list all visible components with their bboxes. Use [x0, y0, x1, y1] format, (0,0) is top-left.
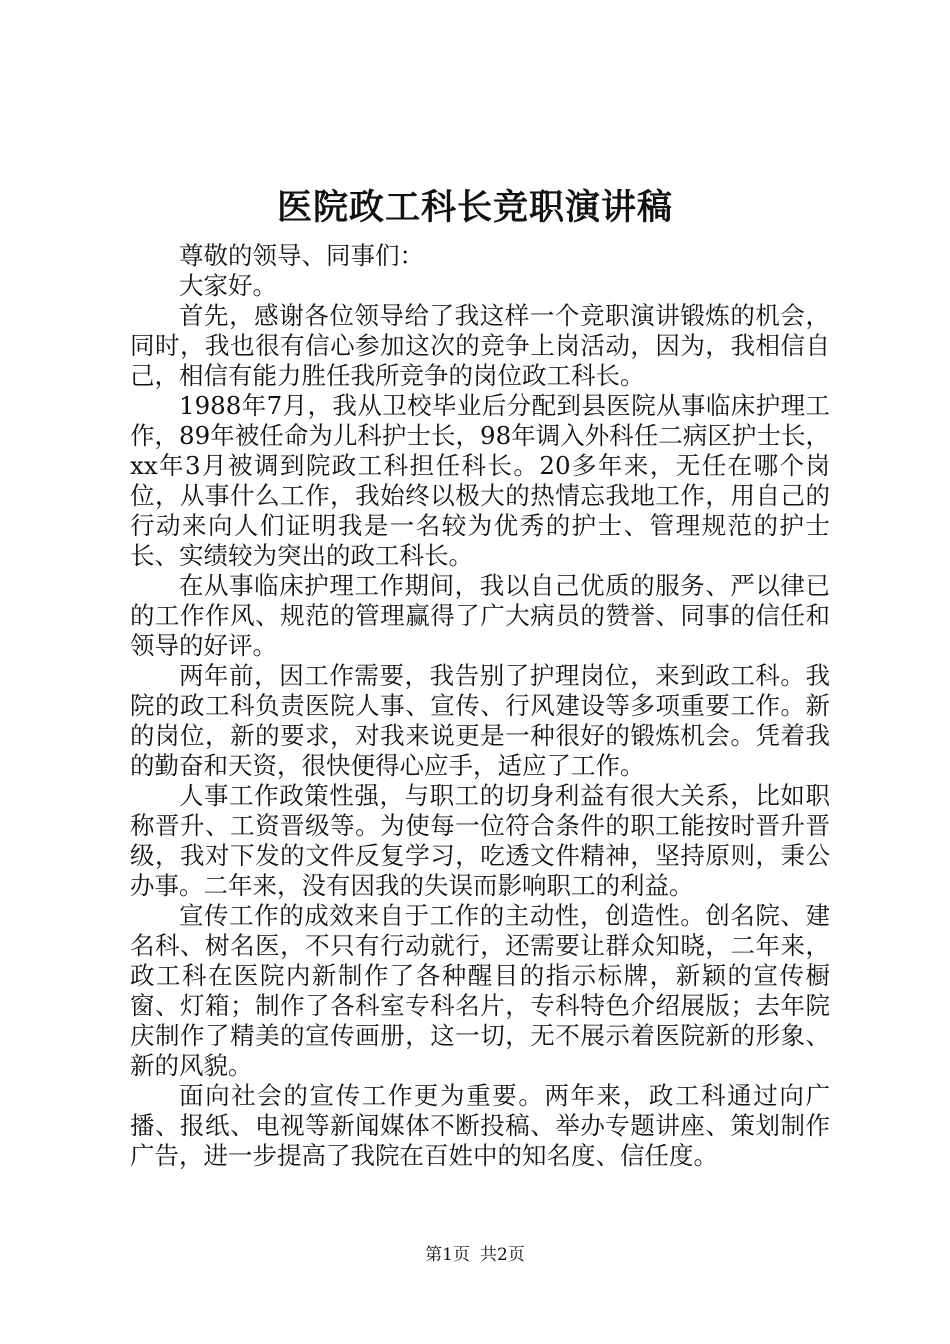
paragraph-salutation: 尊敬的领导、同事们：: [179, 241, 424, 270]
document-title: 医院政工科长竞职演讲稿: [276, 187, 673, 228]
document-body: [130, 241, 830, 1171]
paragraph: 在从事临床护理工作期间，我以自己优质的服务、严以律已的工作作风、规范的管理赢得了广大病员的赞誉、同事的信任和领导的好评。: [130, 571, 830, 660]
paragraph: 宣传工作的成效来自于工作的主动性，创造性。创名院、建名科、树名医，不只有行动就行，还需要让群众知晓，二年来，政工科在医院内新制作了各种醒目的指示标牌，新颖的宣传橱窗、灯箱；制作了各科室专科名片，专科特色介绍展版；去年院庆制作了精美的宣传画册，这一切，无不展示着医院新的形象、新的风貌。: [130, 901, 830, 1080]
paragraph: 人事工作政策性强，与职工的切身利益有很大关系，比如职称晋升、工资晋级等。为使每一位符合条件的职工能按时晋升晋级，我对下发的文件反复学习，吃透文件精神，坚持原则，秉公办事。二年来，没有因我的失误而影响职工的利益。: [130, 781, 830, 900]
page-number-current: 第1页: [425, 1245, 470, 1265]
paragraph: 两年前，因工作需要，我告别了护理岗位，来到政工科。我院的政工科负责医院人事、宣传、行风建设等多项重要工作。新的岗位，新的要求，对我来说更是一种很好的锻炼机会。凭着我的勤奋和天资，很快便得心应手，适应了工作。: [130, 661, 830, 780]
paragraph: 1988年7月，我从卫校毕业后分配到县医院从事临床护理工作，89年被任命为儿科护士长，98年调入外科任二病区护士长，xx年3月被调到院政工科担任科长。20多年来，无任在哪个岗位，从事什么工作，我始终以极大的热情忘我地工作，用自己的行动来向人们证明我是一名较为优秀的护士、管理规范的护士长、实绩较为突出的政工科长。: [130, 391, 830, 570]
page-footer: [0, 1243, 950, 1267]
page-number-total: 共2页: [480, 1245, 525, 1265]
paragraph: 首先，感谢各位领导给了我这样一个竞职演讲锻炼的机会，同时，我也很有信心参加这次的竞争上岗活动，因为，我相信自己，相信有能力胜任我所竞争的岗位政工科长。: [130, 301, 830, 390]
paragraph: 面向社会的宣传工作更为重要。两年来，政工科通过向广播、报纸、电视等新闻媒体不断投稿、举办专题讲座、策划制作广告，进一步提高了我院在百姓中的知名度、信任度。: [130, 1081, 830, 1170]
paragraph-greeting: 大家好。: [179, 271, 277, 300]
